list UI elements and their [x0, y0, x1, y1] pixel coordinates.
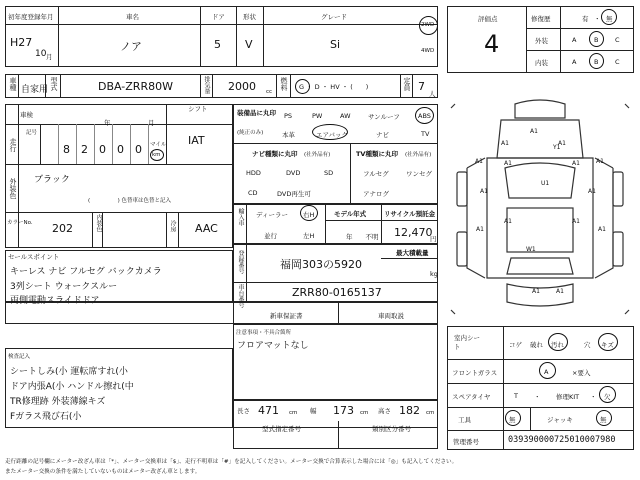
color-no-label: カラーNo.	[7, 220, 33, 226]
displacement-unit: cc	[266, 89, 273, 95]
sales-point-line: キーレス ナビ フルセグ バックカメラ	[10, 267, 162, 277]
notes-label: 注意事項・不具合箇所	[236, 330, 292, 336]
spare-item: ・	[590, 393, 597, 401]
warranty-row	[5, 302, 438, 324]
mileage-label: 走行	[9, 138, 17, 152]
registration-row	[5, 74, 438, 98]
spare-item: T	[514, 392, 518, 400]
damage-mark: A1	[504, 160, 512, 167]
fuel-value: G ・ D ・ HV ・ ( )	[299, 83, 369, 91]
damage-mark: A1	[501, 140, 509, 147]
chassis-label: 車台番号	[237, 284, 244, 308]
first-reg-month: 10	[35, 49, 47, 59]
damage-mark: A1	[504, 218, 512, 225]
model-value: DBA-ZRR80W	[98, 80, 173, 93]
length-label: 長さ	[237, 407, 250, 415]
damage-mark: A1	[572, 218, 580, 225]
capacity-value: 7	[418, 80, 425, 93]
inspection-month: 月	[148, 119, 155, 127]
tool-label: 工具	[458, 416, 471, 424]
equip-airbag: エアバック	[316, 131, 348, 139]
seat-item: コゲ	[509, 341, 522, 349]
tv-type-sub: (社外品有)	[405, 152, 432, 158]
type-label: 車種	[9, 77, 17, 91]
equip-navi: ナビ	[376, 131, 389, 139]
jack-label: ジャッキ	[547, 416, 573, 424]
repair-no: 無	[606, 15, 613, 23]
import-label: 輸入車	[237, 208, 244, 226]
spare-item: 欠	[604, 393, 611, 401]
inspection-label: 車検	[20, 111, 33, 119]
height-value: 182	[399, 404, 420, 417]
length-value: 471	[258, 404, 279, 417]
first-reg-era: H27	[10, 36, 33, 49]
equip-leather: 本革	[282, 131, 295, 139]
exterior-color-label: 外装色	[9, 178, 17, 199]
repair-yes: 有	[582, 15, 589, 23]
notes-line: フロアマットなし	[237, 341, 309, 351]
max-load-label: 最大積載量	[396, 249, 429, 257]
equipment-label: 装備品に丸印	[237, 109, 276, 117]
mileage-digit: 8	[63, 143, 70, 156]
int-grade-a: A	[572, 58, 577, 66]
import-dealer: ディーラー	[256, 211, 288, 219]
jack-value: 無	[600, 416, 607, 424]
inspector-line: シートしみ(小 運転席すれ(小	[10, 367, 128, 377]
mileage-unit-km: km	[152, 152, 161, 158]
repair-sep: ・	[594, 15, 601, 23]
footer-note: 走行距離の記号欄にメーター改ざん車は「*」、メーター交換車は「$」、走行不明車は「#」を記入してください。メーター交換で合算表示した場合には「◎」も記入してください。	[5, 459, 458, 465]
equip-pw: PW	[312, 112, 323, 120]
height-unit: cm	[426, 410, 435, 416]
ac-value: AAC	[195, 222, 218, 235]
glass-mark: Y1	[553, 144, 561, 151]
int-grade-c: C	[615, 58, 620, 66]
rating-value: 4	[484, 30, 500, 58]
damage-mark: A1	[558, 140, 566, 147]
recycle-label: リサイクル預託金	[384, 210, 436, 218]
tv-type-label: TV種類に丸印	[356, 150, 398, 158]
mileage-note: 記号	[26, 130, 38, 136]
spare-item: ・	[534, 393, 541, 401]
damage-mark: A1	[475, 158, 483, 165]
front-glass-label: フロントガラス	[452, 369, 498, 377]
damage-mark: A1	[530, 128, 538, 135]
inspector-line: TR修理跡 外装薄線キズ	[10, 397, 106, 407]
nav-type-label: ナビ種類に丸印	[252, 150, 298, 158]
nav-hdd: HDD	[246, 169, 261, 177]
nav-type-sub: (社外品有)	[304, 152, 331, 158]
tv-oneseg: ワンセグ	[406, 170, 432, 178]
width-unit: cm	[360, 410, 369, 416]
tv-analog: アナログ	[363, 190, 389, 198]
damage-mark: A1	[556, 288, 564, 295]
displacement-label: 排気量	[203, 76, 210, 94]
damage-mark: A1	[598, 226, 606, 233]
first-reg-month-unit: 月	[46, 53, 53, 61]
chassis-value: ZRR80-0165137	[292, 286, 382, 299]
equip-sunroof: サンルーフ	[368, 113, 400, 121]
inspection-year: 年	[104, 119, 111, 127]
shape-label: 形状	[243, 13, 256, 21]
import-right: 右H	[303, 211, 315, 219]
import-left: 左H	[303, 232, 315, 240]
damage-mark: A1	[476, 226, 484, 233]
mileage-digit: 0	[117, 143, 124, 156]
drive-4wd: 4WD	[421, 48, 435, 54]
model-year-value: 年 不明	[346, 233, 379, 241]
import-parallel: 並行	[264, 232, 277, 240]
front-glass-replace: ×要入	[572, 369, 591, 377]
sales-point-line: 両側電動スライドドア	[10, 296, 100, 306]
shift-label: シフト	[188, 105, 208, 113]
inspector-line: ドア内張A(小 ハンドル擦れ(中	[10, 382, 134, 392]
damage-mark: A1	[588, 188, 596, 195]
type-cert-label: 型式指定番号	[262, 425, 301, 433]
tool-value: 無	[509, 416, 516, 424]
seat-label: 室内シート	[454, 334, 480, 351]
recycle-unit: 円	[430, 235, 437, 243]
seat-item: キズ	[601, 341, 614, 349]
int-grade-b: B	[594, 58, 599, 66]
equip-aw: AW	[340, 112, 351, 120]
damage-mark: A1	[532, 288, 540, 295]
length-unit: cm	[289, 410, 298, 416]
damage-mark: A1	[480, 188, 488, 195]
door-label: ドア	[212, 13, 225, 21]
tv-fullseg: フルセグ	[363, 170, 389, 178]
ext-grade-a: A	[572, 36, 577, 44]
color-no-value: 202	[52, 222, 73, 235]
color-change-note: ( ) 色替車は色替と記入	[88, 198, 172, 204]
mileage-digit: 0	[99, 143, 106, 156]
recycle-value: 12,470	[394, 226, 433, 239]
seat-item: 汚れ	[551, 341, 564, 349]
equip-abs: ABS	[418, 112, 431, 120]
mileage-digit: 0	[135, 143, 142, 156]
height-label: 高さ	[378, 407, 391, 415]
owner-manual: 車両取説	[378, 312, 404, 320]
nav-dvd-play: DVD再生可	[277, 190, 311, 198]
inspector-line: Fガラス飛び石(小	[10, 412, 82, 422]
seat-item: 穴	[584, 341, 591, 349]
seat-item: 破れ	[530, 341, 543, 349]
mgmt-number-value: 039390000725010007980	[508, 435, 616, 445]
equip-tv: TV	[421, 130, 430, 138]
spare-item: 修理KIT	[556, 393, 580, 401]
width-value: 173	[333, 404, 354, 417]
drive-2wd: 2WD	[421, 22, 435, 28]
grade-label: グレード	[321, 13, 347, 21]
shift-value: IAT	[188, 134, 205, 147]
interior-grade-label: 内装	[535, 59, 548, 67]
damage-mark: W1	[526, 246, 536, 253]
mileage-digit: 2	[81, 143, 88, 156]
max-load-unit: kg	[430, 270, 438, 278]
equip-ps: PS	[284, 112, 293, 120]
fuel-label: 燃料	[280, 77, 288, 91]
ext-grade-c: C	[615, 36, 620, 44]
interior-color-label: 内装色	[95, 214, 102, 232]
ac-label: 冷房	[169, 220, 176, 232]
class-number-label: 類別区分番号	[372, 425, 411, 433]
mgmt-number-label: 管理番号	[453, 438, 479, 446]
exterior-grade-label: 外装	[535, 37, 548, 45]
damage-mark: A1	[572, 160, 580, 167]
reg-no-label: 登録番号	[237, 250, 244, 274]
first-reg-label: 初年度登録年月	[8, 13, 54, 21]
sales-point-line: 3列シート ウォークスルー	[10, 282, 118, 292]
capacity-label: 定員	[403, 77, 411, 91]
damage-mark: A1	[596, 158, 604, 165]
reg-no-value: 福岡303の5920	[280, 258, 362, 271]
displacement-value: 2000	[228, 80, 256, 93]
nav-dvd: DVD	[286, 169, 301, 177]
grade-value: Si	[330, 38, 341, 51]
sales-points-label: セールスポイント	[8, 253, 60, 261]
new-car-warranty: 新車保証書	[270, 312, 303, 320]
footer-note: またメーター交換の条件を満たしていないものはメーター改ざん車とします。	[5, 469, 201, 475]
mileage-unit-mile: マイル	[150, 142, 167, 148]
capacity-unit: 人	[429, 90, 436, 98]
spare-tire-label: スペアタイヤ	[452, 393, 491, 401]
car-name-value: ノア	[120, 40, 142, 53]
exterior-color-value: ブラック	[34, 175, 70, 185]
rating-label: 評価点	[478, 15, 498, 23]
type-value: 自家用	[21, 85, 49, 95]
model-year-label: モデル年式	[334, 210, 367, 218]
nav-sd: SD	[324, 169, 334, 177]
inspector-label: 検査記入	[8, 354, 31, 360]
repair-label: 修復歴	[531, 15, 551, 23]
ext-grade-b: B	[594, 36, 599, 44]
car-name-label: 車名	[126, 13, 139, 21]
model-label: 型式	[50, 77, 58, 91]
width-label: 幅	[310, 407, 317, 415]
car-outline-svg	[447, 98, 634, 320]
door-value: 5	[214, 38, 221, 51]
equipment-sublabel: (純正のみ)	[237, 130, 264, 136]
shape-value: V	[245, 38, 253, 51]
front-glass-a: A	[544, 368, 549, 376]
damage-mark: U1	[541, 180, 550, 187]
nav-cd: CD	[248, 189, 258, 197]
